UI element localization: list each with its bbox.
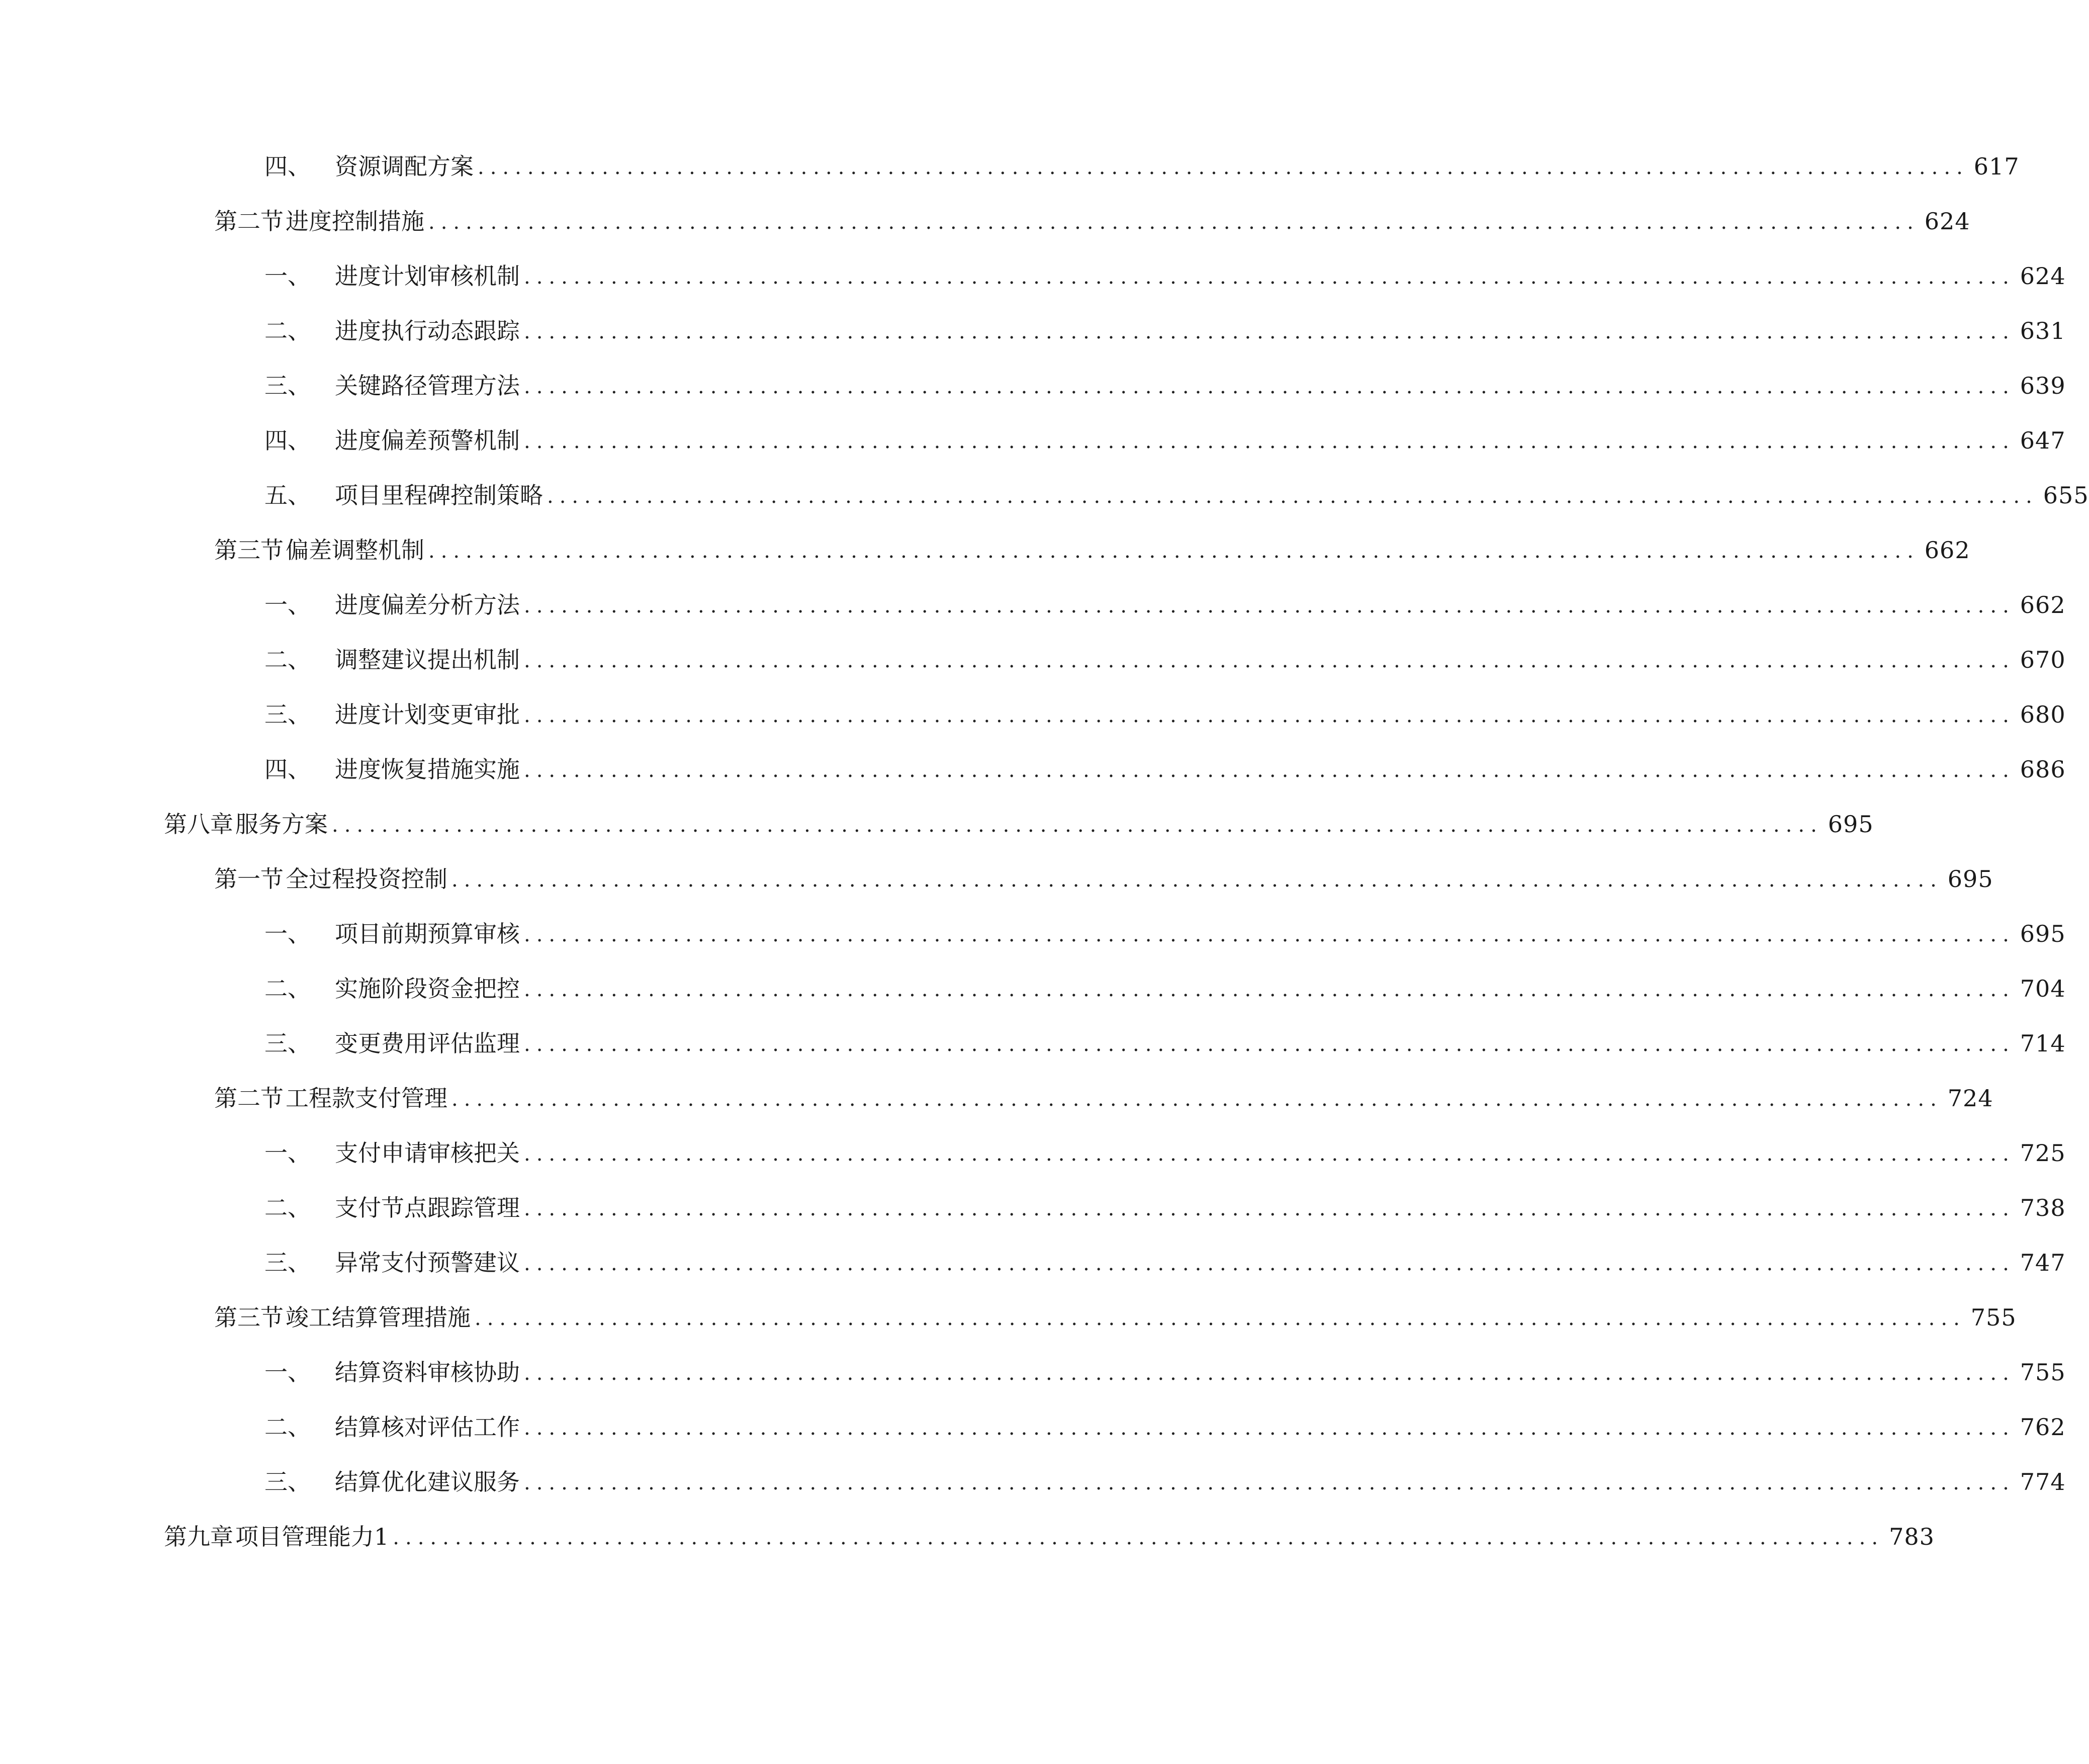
toc-entry-number: 二、 <box>264 1414 311 1441</box>
toc-entry[interactable] <box>214 851 1993 907</box>
toc-entry-page-number: 695 <box>1947 865 1993 893</box>
toc-entry[interactable] <box>264 1016 2066 1071</box>
toc-entry[interactable] <box>264 358 2066 413</box>
toc-dot-leader: ........................................................................................................................ <box>524 266 2015 289</box>
toc-entry-title: 支付申请审核把关 <box>335 1139 520 1167</box>
toc-entry-title: 工程款支付管理 <box>286 1085 447 1112</box>
toc-dot-leader: ........................................................................................................................ <box>524 704 2015 727</box>
toc-entry-number: 一、 <box>264 591 311 619</box>
toc-entry-number: 一、 <box>264 1139 311 1167</box>
toc-entry-page-number: 624 <box>2020 262 2066 290</box>
toc-entry-title: 项目里程碑控制策略 <box>335 482 543 509</box>
toc-entry-page-number: 695 <box>2020 920 2066 947</box>
toc-entry[interactable] <box>164 797 1874 852</box>
toc-dot-leader: ........................................................................................................................ <box>524 375 2015 398</box>
toc-entry-page-number: 624 <box>1924 208 1970 235</box>
toc-entry-number: 第八章 <box>164 811 233 838</box>
toc-entry-page-number: 662 <box>2020 591 2066 619</box>
toc-entry-title: 项目管理能力1 <box>235 1523 389 1550</box>
toc-dot-leader: ........................................................................................................................ <box>524 594 2015 618</box>
toc-dot-leader: ........................................................................................................................ <box>524 649 2015 672</box>
toc-entry-title: 进度计划审核机制 <box>335 262 520 290</box>
toc-dot-leader: ........................................................................................................................ <box>524 923 2015 946</box>
toc-entry[interactable] <box>264 1345 2066 1400</box>
toc-entry-page-number: 747 <box>2020 1249 2066 1276</box>
toc-dot-leader: ........................................................................................................................ <box>524 1197 2015 1220</box>
toc-entry-title: 项目前期预算审核 <box>335 920 520 947</box>
toc-dot-leader: ........................................................................................................................ <box>451 1088 1943 1111</box>
toc-entry-page-number: 762 <box>2020 1414 2066 1441</box>
toc-entry-title: 进度计划变更审批 <box>335 701 520 728</box>
toc-dot-leader: ........................................................................................................................ <box>451 868 1943 892</box>
toc-entry-number: 二、 <box>264 317 311 344</box>
toc-entry-title: 异常支付预警建议 <box>335 1249 520 1276</box>
toc-dot-leader: ........................................................................................................................ <box>428 211 1920 234</box>
toc-entry-title: 进度偏差预警机制 <box>335 427 520 454</box>
toc-entry-page-number: 714 <box>2020 1030 2066 1057</box>
toc-dot-leader: ........................................................................................................................ <box>524 1362 2015 1385</box>
toc-entry-page-number: 617 <box>1973 153 2020 180</box>
toc-entry-title: 偏差调整机制 <box>286 537 424 564</box>
toc-entry[interactable] <box>264 413 2066 468</box>
toc-entry[interactable] <box>264 248 2066 304</box>
toc-entry-page-number: 670 <box>2020 646 2066 673</box>
toc-entry[interactable] <box>264 1399 2066 1455</box>
toc-entry-title: 服务方案 <box>235 811 328 838</box>
toc-dot-leader: ........................................................................................................................ <box>332 814 1823 837</box>
toc-entry-title: 资源调配方案 <box>335 153 474 180</box>
toc-entry-number: 三、 <box>264 701 311 728</box>
toc-dot-leader: ........................................................................................................................ <box>524 1033 2015 1056</box>
toc-entry-title: 进度执行动态跟踪 <box>335 317 520 344</box>
toc-entry-number: 第三节 <box>214 1304 284 1331</box>
toc-entry-number: 四、 <box>264 153 311 180</box>
toc-entry-number: 一、 <box>264 1359 311 1386</box>
toc-dot-leader: ........................................................................................................................ <box>524 978 2015 1001</box>
toc-entry-page-number: 655 <box>2043 482 2089 509</box>
toc-dot-leader: ........................................................................................................................ <box>393 1526 1884 1549</box>
toc-entry-page-number: 725 <box>2020 1139 2066 1167</box>
toc-entry-title: 变更费用评估监理 <box>335 1030 520 1057</box>
toc-dot-leader: ........................................................................................................................ <box>475 1307 1966 1330</box>
toc-entry-page-number: 704 <box>2020 975 2066 1002</box>
toc-entry[interactable] <box>214 1071 1993 1126</box>
toc-entry-page-number: 695 <box>1828 811 1874 838</box>
toc-entry-title: 进度偏差分析方法 <box>335 591 520 619</box>
toc-dot-leader: ........................................................................................................................ <box>524 1142 2015 1166</box>
toc-entry-number: 第二节 <box>214 208 284 235</box>
toc-entry-title: 进度控制措施 <box>286 208 424 235</box>
toc-entry[interactable] <box>264 632 2066 687</box>
toc-entry-title: 结算资料审核协助 <box>335 1359 520 1386</box>
toc-entry-number: 三、 <box>264 1249 311 1276</box>
toc-entry-title: 全过程投资控制 <box>286 865 447 893</box>
toc-entry-page-number: 631 <box>2020 317 2066 344</box>
toc-entry[interactable] <box>214 1290 2017 1345</box>
toc-entry-number: 四、 <box>264 427 311 454</box>
toc-entry-title: 调整建议提出机制 <box>335 646 520 673</box>
toc-entry-number: 第二节 <box>214 1085 284 1112</box>
toc-entry[interactable] <box>264 687 2066 742</box>
toc-entry-number: 五、 <box>264 482 311 509</box>
toc-entry-title: 结算优化建议服务 <box>335 1468 520 1495</box>
toc-entry-number: 一、 <box>264 920 311 947</box>
toc-entry-page-number: 783 <box>1889 1523 1935 1550</box>
toc-entry[interactable] <box>214 194 1970 249</box>
toc-entry-page-number: 774 <box>2020 1468 2066 1495</box>
toc-entry-number: 三、 <box>264 372 311 399</box>
toc-entry[interactable] <box>264 1180 2066 1236</box>
toc-entry[interactable] <box>264 742 2066 797</box>
toc-dot-leader: ........................................................................................................................ <box>428 540 1920 563</box>
toc-dot-leader: ........................................................................................................................ <box>524 1417 2015 1440</box>
toc-entry[interactable] <box>264 906 2066 961</box>
toc-entry[interactable] <box>264 1125 2066 1181</box>
toc-entry-number: 第一节 <box>214 865 284 893</box>
toc-entry-title: 关键路径管理方法 <box>335 372 520 399</box>
toc-entry[interactable] <box>214 522 1970 578</box>
toc-entry-number: 四、 <box>264 756 311 783</box>
toc-entry-number: 三、 <box>264 1468 311 1495</box>
toc-entry[interactable] <box>264 303 2066 359</box>
toc-entry-page-number: 755 <box>2020 1359 2066 1386</box>
toc-entry-number: 第九章 <box>164 1523 233 1550</box>
toc-entry-title: 竣工结算管理措施 <box>286 1304 471 1331</box>
toc-dot-leader: ........................................................................................................................ <box>547 485 2038 508</box>
toc-entry[interactable] <box>264 1454 2066 1510</box>
toc-entry-page-number: 686 <box>2020 756 2066 783</box>
toc-entry-title: 进度恢复措施实施 <box>335 756 520 783</box>
toc-entry-number: 三、 <box>264 1030 311 1057</box>
toc-entry[interactable] <box>264 139 2020 194</box>
toc-entry-page-number: 724 <box>1947 1085 1993 1112</box>
toc-entry[interactable] <box>164 1509 1935 1564</box>
toc-dot-leader: ........................................................................................................................ <box>524 1471 2015 1494</box>
toc-dot-leader: ........................................................................................................................ <box>478 156 1969 179</box>
toc-entry[interactable] <box>264 961 2066 1016</box>
toc-entry[interactable] <box>264 1235 2066 1290</box>
toc-entry-page-number: 680 <box>2020 701 2066 728</box>
toc-entry-title: 结算核对评估工作 <box>335 1414 520 1441</box>
toc-entry-number: 一、 <box>264 262 311 290</box>
toc-entry[interactable] <box>264 577 2066 633</box>
toc-entry-title: 支付节点跟踪管理 <box>335 1194 520 1221</box>
toc-dot-leader: ........................................................................................................................ <box>524 759 2015 782</box>
toc-entry-title: 实施阶段资金把控 <box>335 975 520 1002</box>
toc-entry-number: 第三节 <box>214 537 284 564</box>
toc-dot-leader: ........................................................................................................................ <box>524 320 2015 343</box>
toc-entry[interactable] <box>264 468 2089 523</box>
toc-entry-page-number: 662 <box>1924 537 1970 564</box>
toc-entry-number: 二、 <box>264 646 311 673</box>
toc-dot-leader: ........................................................................................................................ <box>524 430 2015 453</box>
toc-dot-leader: ........................................................................................................................ <box>524 1252 2015 1275</box>
toc-entry-page-number: 755 <box>1970 1304 2017 1331</box>
toc-entry-number: 二、 <box>264 1194 311 1221</box>
toc-entry-number: 二、 <box>264 975 311 1002</box>
toc-entry-page-number: 738 <box>2020 1194 2066 1221</box>
toc-entry-page-number: 647 <box>2020 427 2066 454</box>
toc-entry-page-number: 639 <box>2020 372 2066 399</box>
